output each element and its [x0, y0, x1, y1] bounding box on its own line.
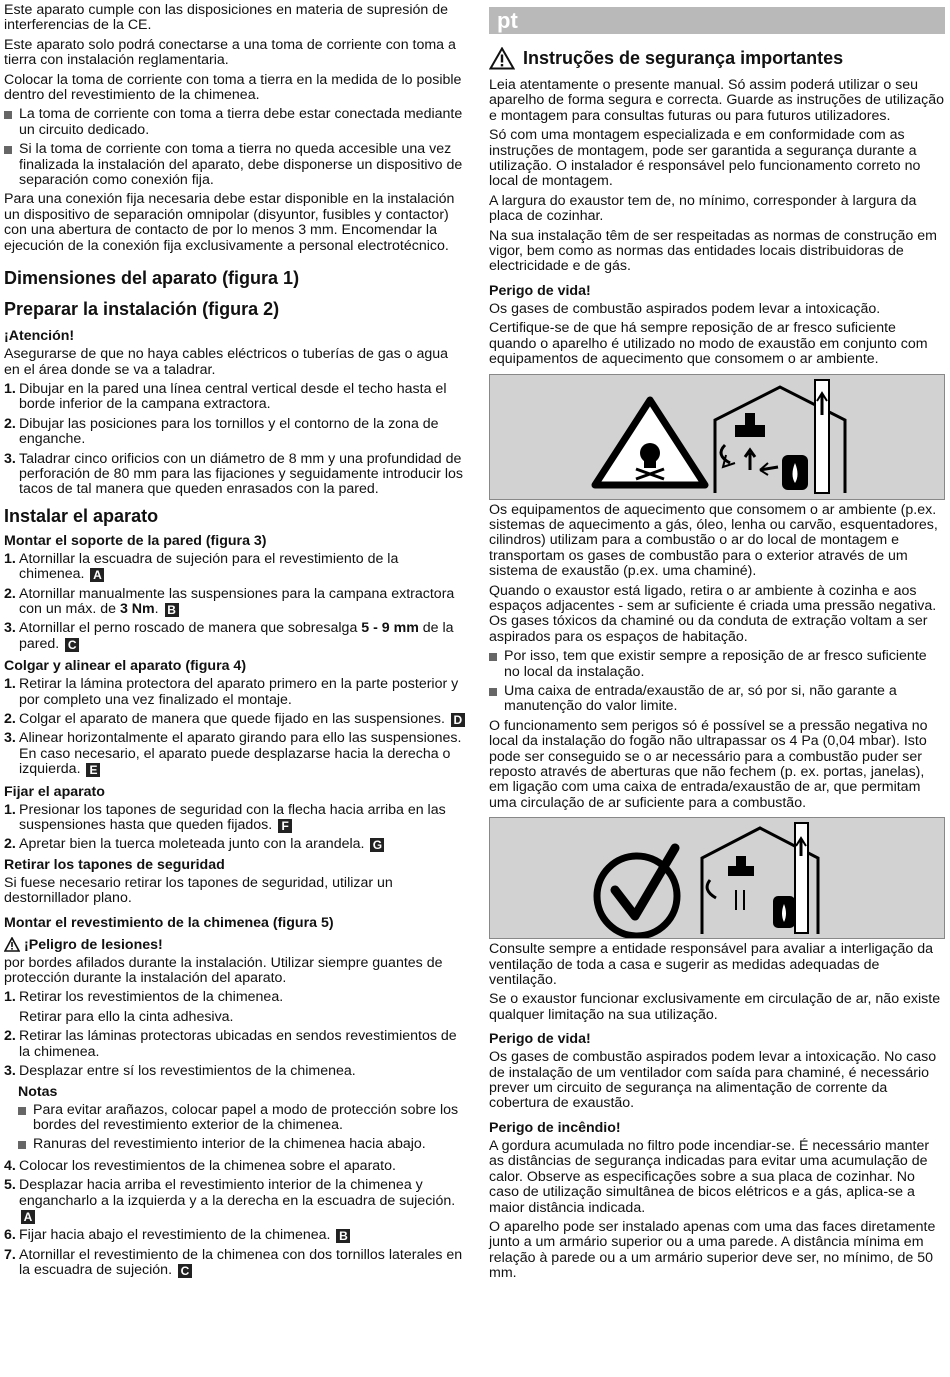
ok-illustration — [489, 817, 945, 939]
bullet-square-icon — [4, 146, 12, 154]
heading-chimney: Montar el revestimiento de la chimenea (figura 5) — [4, 914, 334, 931]
heading-mount-support: Montar el soporte de la pared (figura 3) — [4, 532, 267, 549]
fire-danger-label: Perigo de incêndio! — [489, 1119, 621, 1136]
paragraph: Quando o exaustor está ligado, retira o ar ambiente à cozinha e aos espaços adjacentes - sem ar suficiente é criada uma pressão negativa. Os gases tóxicos da chaminé ou da conduta de extração voltam a ser aspirados para os espaços de habitação. — [489, 582, 937, 645]
step-text: Retirar las láminas protectoras ubicadas en sendos revestimientos de la chimenea. — [19, 1028, 457, 1060]
fixed-connection-paragraph: Para una conexión fija necesaria debe estar disponible en la instalación un dispositivo de separación omnipolar (disyuntor, fusibles y contactor) con una abertura de contacto de por lo menos 3 mm. Encomendar la ejecución de la conexión fija exclusivamente a personal electrotécnico. — [4, 191, 455, 254]
figure-ref-label: D — [451, 713, 465, 727]
step-number: 3. — [4, 1063, 16, 1080]
safety-title: Instruções de segurança importantes — [523, 48, 844, 68]
heading-remove-caps: Retirar los tapones de seguridad — [4, 856, 225, 873]
step-item — [4, 1178, 466, 1224]
paragraph: O funcionamento sem perigos só é possível se a pressão negativa no local da instalação do fogão não ultrapassar os 4 Pa (0,04 mbar). Isto pode ser conseguido se o ar necessário para a combustão puder ser reposto através de aberturas que não fechem (p. ex. portas, janelas), em ligação com uma caixa de entrada/exaustão de ar, que permitam uma circulação de ar suficiente para a combustão. — [489, 717, 928, 811]
note-item — [18, 1137, 466, 1152]
paragraph: Se o exaustor funcionar exclusivamente em circulação de ar, não existe qualquer limitação na sua utilização. — [489, 991, 941, 1023]
step-number: 2. — [4, 836, 16, 853]
danger-illustration — [489, 374, 945, 500]
step-number: 2. — [4, 711, 16, 727]
figure-ref-label: C — [65, 638, 79, 652]
bullet-item — [4, 107, 466, 138]
figure-ref-label: A — [21, 1210, 35, 1224]
bullet-item — [4, 142, 466, 188]
injury-label: ¡Peligro de lesiones! — [24, 936, 163, 953]
step-text: Atornillar el perno roscado de manera que sobresalga — [19, 620, 362, 637]
step-item — [4, 382, 466, 413]
figure-ref-label: B — [165, 603, 179, 617]
step-text: Dibujar en la pared una línea central vertical desde el techo hasta el borde inferior de la campana extractora. — [19, 380, 447, 413]
heading-dimensions: Dimensiones del aparato (figura 1) — [4, 268, 300, 289]
step-number: 2. — [4, 415, 16, 432]
paragraph: Só com uma montagem especializada e em conformidade com as instruções de montagem, pode ser garantida a segurança durante a utilização. O instalador é responsável pelo funcionamento correto no local de montagem. — [489, 127, 921, 190]
danger-text: Os gases de combustão aspirados podem levar a intoxicação. No caso de instalação de um ventilador com saída para chaminé, é necessário prever um circuito de segurança na alimentação de corrente da cobertura de exaustão. — [489, 1049, 937, 1112]
danger-label: Perigo de vida! — [489, 282, 591, 299]
step-text: Desplazar entre sí los revestimientos de la chimenea. — [19, 1063, 356, 1080]
step-item — [4, 837, 466, 852]
step-number: 7. — [4, 1246, 16, 1263]
step-number: 3. — [4, 620, 16, 637]
step-item — [4, 417, 466, 448]
attention-text: Asegurarse de que no haya cables eléctricos o tuberías de gas o agua en el área donde se va a taladrar. — [4, 346, 449, 378]
step-text: Fijar hacia abajo el revestimiento de la chimenea. — [19, 1227, 331, 1244]
injury-warning — [4, 937, 466, 953]
step-item — [4, 731, 466, 777]
prepare-steps-list — [4, 382, 466, 498]
figure-ref-label: C — [178, 1264, 192, 1278]
attention-label: ¡Atención! — [4, 328, 75, 345]
figure-ref-label: B — [336, 1229, 350, 1243]
fire-danger-text: A gordura acumulada no filtro pode incendiar-se. É necessário manter as distâncias de segurança indicadas para evitar uma acumulação de calor. Observe as especificações sobre a sua placa de cozinhar. No caso de utilização simultânea de bicos elétricos e a gás, aplica-se a maior distância indicada. — [489, 1137, 930, 1216]
bullet-square-icon — [4, 111, 12, 119]
paragraph: Consulte sempre a entidade responsável para avaliar a interligação da ventilação de toda a casa e sugerir as medidas adequadas de ventilação. — [489, 941, 934, 989]
step-item — [4, 552, 466, 583]
left-column — [4, 3, 466, 1283]
danger-text: Os gases de combustão aspirados podem levar a intoxicação. — [489, 300, 881, 317]
step-item — [4, 990, 466, 1005]
paragraph: Na sua instalação têm de ser respeitadas as normas de construção em vigor, bem como as normas das entidades locais distribuidoras de electricidade e de gás. — [489, 227, 937, 275]
step-text: Colocar los revestimientos de la chimenea sobre el aparato. — [19, 1157, 396, 1174]
safety-heading — [489, 46, 945, 70]
intro-paragraph: Este aparato solo podrá conectarse a una toma de corriente con toma a tierra con instalación reglamentaria. — [4, 36, 456, 69]
step-text: Atornillar el revestimiento de la chimenea con dos tornillos laterales en la escuadra de sujeción. — [19, 1246, 463, 1279]
paragraph: O aparelho pode ser instalado apenas com uma das faces diretamente junto a um armário superior ou a uma parede. A distância mínima em relação à parede ou a um armário superior deve ser, no mínimo, de 50 mm. — [489, 1218, 936, 1282]
step-number: 1. — [4, 550, 16, 567]
step-item — [4, 1159, 466, 1174]
step-text: Atornillar la escuadra de sujeción para el revestimiento de la chimenea. — [19, 550, 399, 583]
step-item — [4, 1064, 466, 1079]
bullet-square-icon — [489, 688, 497, 696]
checkmark-house-illustration — [490, 818, 944, 938]
bullet-text: Si la toma de corriente con toma a tierra no queda accesible una vez finalizada la instalación del aparato, debe disponerse un dispositivo de separación como conexión fija. — [19, 141, 463, 189]
step-value: 5 - 9 mm — [361, 620, 419, 637]
remove-caps-text: Si fuese necesario retirar los tapones de seguridad, utilizar un destornillador plano. — [4, 874, 393, 907]
figure-ref-label: F — [278, 819, 292, 833]
step-text-end: . — [154, 600, 159, 617]
step-text: Presionar los tapones de seguridad con la flecha hacia arriba en las suspensiones hasta que queden fijados. — [19, 801, 446, 834]
bullet-item — [489, 649, 945, 680]
step-number: 2. — [4, 1028, 16, 1045]
figure-ref-label: G — [370, 838, 384, 852]
figure-ref-label: E — [86, 763, 100, 777]
step-number: 4. — [4, 1157, 16, 1174]
step-item — [4, 621, 466, 652]
step-number: 5. — [4, 1177, 16, 1194]
intro-paragraph: Este aparato cumple con las disposiciones en materia de supresión de interferencias de la CE. — [4, 2, 449, 34]
heading-hang: Colgar y alinear el aparato (figura 4) — [4, 658, 247, 675]
step-text: Retirar la lámina protectora del aparato primero en la parte posterior y por completo una vez finalizado el montaje. — [19, 676, 459, 708]
warning-triangle-icon — [4, 937, 20, 952]
step-item — [4, 1029, 466, 1060]
step-item — [4, 677, 466, 708]
step-item — [4, 712, 466, 727]
step-number: 3. — [4, 450, 16, 467]
step-number: 1. — [4, 380, 16, 397]
heading-prepare: Preparar la instalación (figura 2) — [4, 299, 280, 320]
step-text: Retirar los revestimientos de la chimenea. — [19, 989, 284, 1006]
chimney-steps-list-2 — [4, 1159, 466, 1279]
heading-install: Instalar el aparato — [4, 505, 159, 526]
intro-paragraph: Colocar la toma de corriente con toma a tierra en la medida de lo posible dentro del revestimiento de la chimenea. — [4, 71, 462, 104]
paragraph: Os equipamentos de aquecimento que consomem o ar ambiente (p.ex. sistemas de aquecimento a gás, óleo, lenha ou carvão, esquentadores, cilindros) utilizam para a combustão o ar do local de montagem e transportam os gases de combustão para o exterior através de um sistema de exaustão (p.ex. uma chaminé). — [489, 501, 938, 580]
step-subtext: Retirar para ello la cinta adhesiva. — [19, 1008, 234, 1025]
step-text: Atornillar manualmente las suspensiones para la campana extractora con un máx. de — [19, 585, 455, 617]
bullet-text: La toma de corriente con toma a tierra debe estar conectada mediante un circuito dedicado. — [19, 106, 463, 138]
injury-text: por bordes afilados durante la instalación. Utilizar siempre guantes de protección durante la instalación del aparato. — [4, 954, 443, 987]
step-item — [4, 1228, 466, 1243]
skull-warning-house-illustration — [490, 375, 944, 499]
step-item — [4, 1248, 466, 1279]
bullet-item — [489, 684, 945, 715]
paragraph: Certifique-se de que há sempre reposição de ar fresco suficiente quando o aparelho é utilizado no modo de exaustão em conjunto com equipamentos de aquecimento que consomem o ar ambiente. — [489, 320, 928, 368]
step-number: 6. — [4, 1227, 16, 1244]
paragraph: A largura do exaustor tem de, no mínimo, corresponder à largura da placa de cozinhar. — [489, 192, 917, 225]
warning-triangle-icon — [489, 47, 515, 70]
note-text: Para evitar arañazos, colocar papel a modo de protección sobre los bordes del revestimiento exterior de la chimenea. — [33, 1101, 459, 1133]
step-text: Taladrar cinco orificios con un diámetro de 8 mm y una profundidad de perforación de 80 mm para las fijaciones y seguidamente introducir los tacos de tal manera que queden enrasados con la pared. — [19, 450, 463, 498]
step-item — [4, 587, 466, 618]
note-text: Ranuras del revestimiento interior de la chimenea hacia abajo. — [33, 1136, 426, 1153]
notes-label: Notas — [18, 1083, 58, 1100]
step-text: Apretar bien la tuerca moleteada junto con la arandela. — [19, 836, 365, 853]
right-column — [489, 3, 945, 1286]
support-steps-list — [4, 552, 466, 652]
danger-label: Perigo de vida! — [489, 1031, 591, 1048]
step-number: 1. — [4, 676, 16, 693]
bullet-text: Uma caixa de entrada/exaustão de ar, só por si, não garante a manutenção do valor limite. — [504, 682, 897, 715]
step-value: 3 Nm — [119, 600, 155, 617]
fix-steps-list — [4, 803, 466, 853]
paragraph: Leia atentamente o presente manual. Só assim poderá utilizar o seu aparelho de forma segura e correcta. Guarde as instruções de utilização e montagem para consultas futuras ou para futuros utilizadores. — [489, 77, 945, 124]
step-number: 2. — [4, 585, 16, 602]
step-text-end: de la pared. — [19, 620, 454, 652]
bullet-text: Por isso, tem que existir sempre a reposição de ar fresco suficiente no local da instalação. — [504, 648, 927, 680]
step-item — [4, 803, 466, 834]
step-text: Dibujar las posiciones para los tornillos y el contorno de la zona de enganche. — [19, 415, 439, 448]
bullet-square-icon — [18, 1141, 26, 1149]
step-text: Colgar el aparato de manera que quede fijado en las suspensiones. — [19, 711, 445, 727]
chimney-steps-list — [4, 990, 466, 1079]
hang-steps-list — [4, 677, 466, 777]
heading-fix: Fijar el aparato — [4, 783, 105, 800]
bullet-square-icon — [489, 653, 497, 661]
step-number: 1. — [4, 989, 16, 1006]
note-item — [18, 1103, 466, 1134]
step-text: Desplazar hacia arriba el revestimiento interior de la chimenea y engancharlo a la izquierda y a la derecha en la escuadra de sujeción. — [19, 1177, 456, 1209]
language-bar: pt — [489, 7, 945, 34]
figure-ref-label: A — [90, 568, 104, 582]
step-text: Alinear horizontalmente el aparato girando para ello las suspensiones. En caso necesario, el aparato puede desplazarse hacia la derecha o izquierda. — [19, 730, 462, 778]
step-item — [4, 452, 466, 498]
bullet-square-icon — [18, 1107, 26, 1115]
step-number: 1. — [4, 801, 16, 818]
step-number: 3. — [4, 730, 16, 747]
